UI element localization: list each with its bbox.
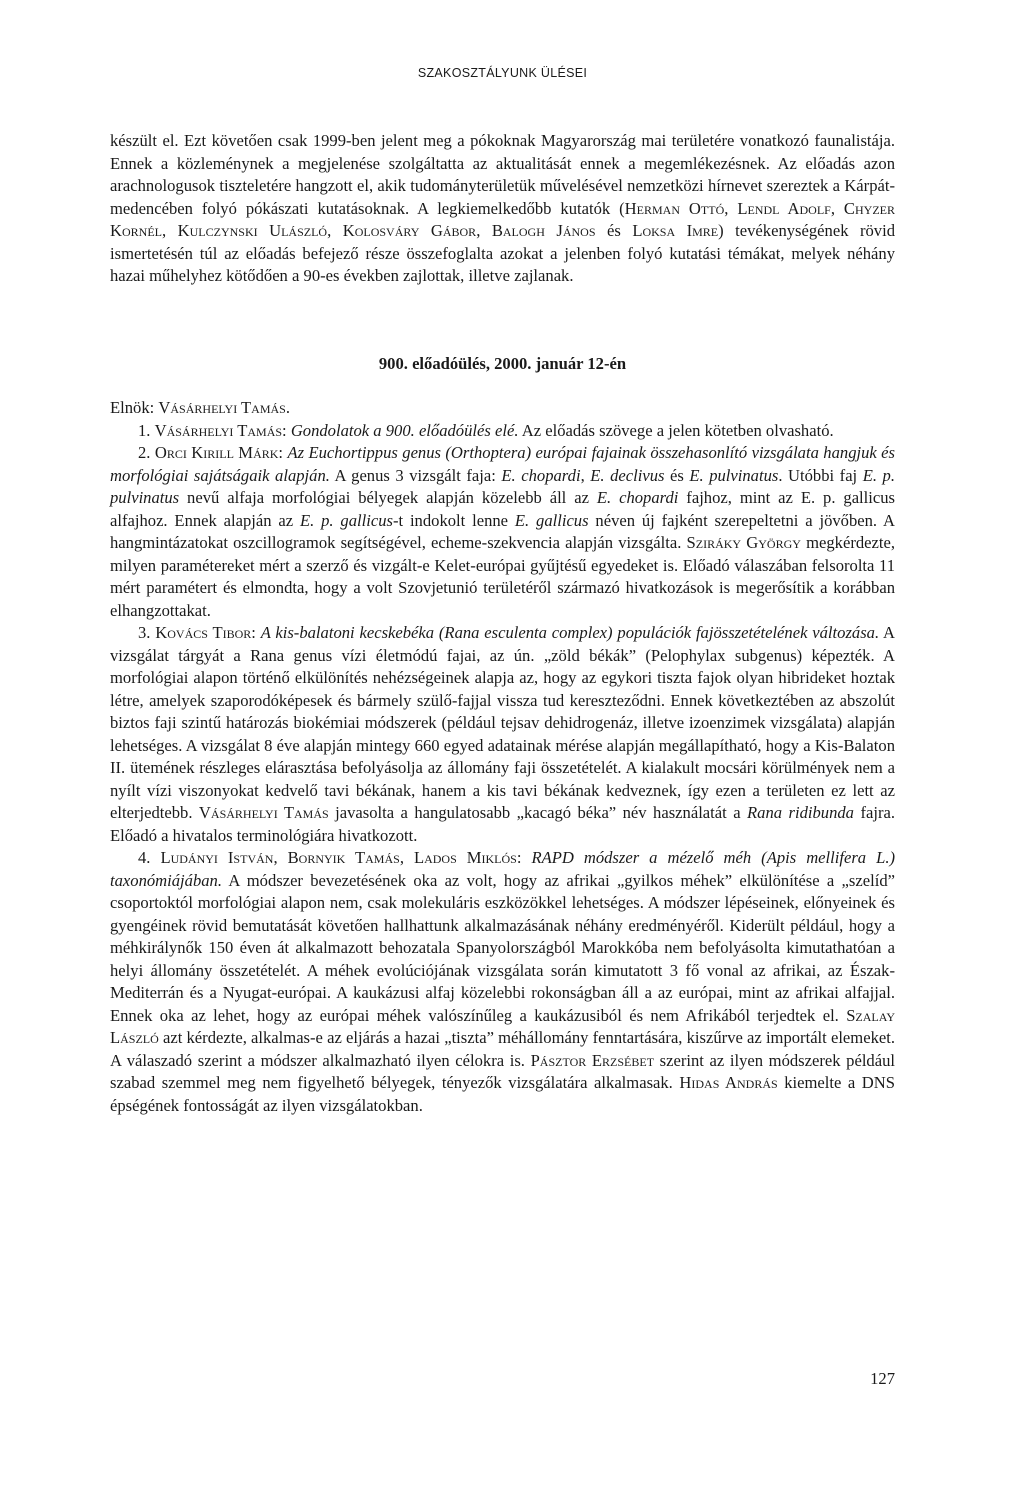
talk-author: Kovács Tibor — [155, 623, 252, 642]
talk-title: A kis-balatoni kecskebéka (Rana esculenta complex) populációk fajösszetételének változása. — [260, 623, 880, 642]
talk-3: 3. Kovács Tibor: A kis-balatoni kecskebéka (Rana esculenta complex) populációk fajösszetételének változása. A vizsgálat tárgyát a Rana genus vízi életmódú fajai, az ún. „zöld békák” (Pelophylax subgenus) képezték. A morfológiai alapon történő elkülönítés nehézségeinek alapja az, hogy az egykori tiszta fajok olyan hibrideket hoztak létre, amelyek szaporodóképesek és bármely szülő-fajjal vissza tud kereszteződni. Ennek következtében az abszolút biztos faji szintű határozás biokémiai módszerek (például tejsav dehidrogenáz, illetve izoenzimek vizsgálata) alapján lehetséges. A vizsgálat 8 éve alapján mintegy 660 egyed adatainak mérése alapján megállapítható, hogy a Kis-Balaton II. ütemének részleges elárasztása befolyásolja az állomány faji összetételét. A kialakult mocsári körülmények nem a nyílt vízi viszonyokat kedvelő tavi békának, hanem a kis tavi békának kedveznek, így ezen a területen ez lett az elterjedtebb. Vásárhelyi Tamás javasolta a hangulatosabb „kacagó béka” név használatát a Rana ridibunda fajra. Előadó a hivatalos terminológiára hivatkozott. — [110, 623, 895, 845]
talk-1: 1. Vásárhelyi Tamás: Gondolatok a 900. előadóülés elé. Az előadás szövege a jelen kötetben olvasható. — [138, 420, 834, 440]
talk-title: RAPD módszer a mézelő méh (Apis mellifera L.) taxonómiájában. — [110, 848, 896, 890]
species-name: E. p. pulvinatus — [110, 465, 895, 507]
person-name: Chyzer Kornél — [110, 198, 895, 240]
talk-title: Az Euchortippus genus (Orthoptera) európai fajainak összehasonlító vizsgálata hangjuk és morfológiai sajátságaik alapján. — [110, 443, 895, 485]
species-name: E. p. gallicus — [300, 510, 393, 530]
body-text — [110, 130, 895, 1117]
species-name: Rana ridibunda — [747, 803, 854, 822]
page-number: 127 — [870, 1369, 895, 1388]
species-name: E. gallicus — [514, 510, 589, 530]
person-name: Hidas András — [679, 1073, 778, 1092]
species-name: E. chopardi — [501, 465, 581, 485]
person-name: Vásárhelyi Tamás — [198, 803, 329, 822]
person-name: Szalay László — [110, 1005, 895, 1047]
talk-author: Ludányi István, Bornyik Tamás, Lados Miklós — [160, 848, 517, 867]
person-name: Herman Ottó — [624, 198, 725, 218]
person-name: Pásztor Erzsébet — [530, 1050, 655, 1070]
species-name: E. declivus — [590, 465, 665, 485]
session-title: 900. előadóülés, 2000. január 12-én — [378, 353, 627, 373]
person-name: Loksa Imre — [632, 221, 719, 240]
intro-paragraph: készült el. Ezt követően csak 1999-ben jelent meg a pókoknak Magyarország mai területére vonatkozó faunalistája. Ennek a közleménynek a megjelenése szolgáltatta az aktualitását ennek a megemlékezésnek. Az előadás azon arachnologusok tiszteletére hangzott el, akik tudományterületük művelésével nemzetközi hírnevet szereztek a Kárpát-medencében folyó pókászati kutatásoknak. A legkiemelkedőbb kutatók (Herman Ottó, Lendl Adolf, Chyzer Kornél, Kulczynski Ulászló, Kolosváry Gábor, Balogh János és Loksa Imre) tevékenységének rövid ismertetésén túl az előadás befejező része összefoglalta azokat a jelenben folyó kutatási témákat, melyek néhány hazai műhelyhez kötődően a 90-es években zajlottak, illetve zajlanak. — [110, 131, 896, 285]
species-name: E. pulvinatus — [689, 465, 779, 485]
species-name: E. chopardi — [596, 488, 679, 507]
person-name: Lendl Adolf — [737, 198, 831, 218]
running-header: SZAKOSZTÁLYUNK ÜLÉSEI — [417, 66, 588, 80]
person-name: Kulczynski Ulászló — [177, 221, 328, 240]
document-page — [110, 0, 895, 1499]
talk-2: 2. Orci Kirill Márk: Az Euchortippus genus (Orthoptera) európai fajainak összehasonlító vizsgálata hangjuk és morfológiai sajátságaik alapján. A genus 3 vizsgált faja: E. chopardi, E. declivus és E. pulvinatus. Utóbbi faj E. p. pulvinatus nevű alfaja morfológiai bélyegek alapján közelebb áll az E. chopardi fajhoz, mint az E. p. gallicus alfajhoz. Ennek alapján az E. p. gallicus-t indokolt lenne E. gallicus néven új fajként szerepeltetni a jövőben. A hangmintázatokat oszcillogramok segítségével, echeme-szekvencia alapján vizsgálta. Sziráky György megkérdezte, milyen paramétereket mért a szerző és vizgált-e Kelet-európai gyűjtésű egyedeket is. Előadó válaszában felsorolta 11 mért paramétert és elmondta, hogy a volt Szovjetunió területéről származó hivatkozások is megerősítik a korábban elhangzottakat. — [110, 443, 896, 620]
talk-4: 4. Ludányi István, Bornyik Tamás, Lados Miklós: RAPD módszer a mézelő méh (Apis mellifera L.) taxonómiájában. A módszer bevezetésének oka az volt, hogy az afrikai „gyilkos méhek” elkülönítése a „szelíd” csoportoktól morfológiai alapon nem, csak molekuláris eszközökkel lehetséges. A módszer lépéseinek, előnyeinek és gyengéinek rövid bemutatását követően hallhattunk alkalmazásának néhány eredményéről. Kiderült például, hogy a méhkirálynők 150 éven át alkalmazott behozatala Spanyolországból Marokkóba nem befolyásolta kimutathatóan a helyi állomány összetételét. A méhek evolúciójának vizsgálata során kimutatott 3 fő vonal az afrikai, az Észak-Mediterrán és a Nyugat-európai. A kaukázusi alfaj közelebbi rokonságban áll a az európai, mint az afrikai alfajjal. Ennek oka az lehet, hogy az európai méhek valószínűleg a kaukázusiból és nem Afrikából terjedtek el. Szalay László azt kérdezte, alkalmas-e az eljárás a hazai „tiszta” méhállomány fenntartására, kiszűrve az importált elemeket. A válaszadó szerint a módszer alkalmazható ilyen célokra is. Pásztor Erzsébet szerint az ilyen módszerek például szabad szemmel meg nem figyelhető bélyegek, tényezők vizsgálatára alkalmasak. Hidas András kiemelte a DNS épségének fontosságát az ilyen vizsgálatokban. — [110, 848, 896, 1115]
person-name: Sziráky György — [686, 533, 801, 552]
person-name: Kolosváry Gábor — [342, 221, 477, 240]
person-name: Balogh János — [491, 221, 596, 240]
session-chair: Elnök: Vásárhelyi Tamás. — [110, 398, 291, 417]
chair-name: Vásárhelyi Tamás — [158, 398, 286, 417]
talk-author: Orci Kirill Márk — [154, 443, 279, 462]
talk-title: Gondolatok a 900. előadóülés elé. — [290, 420, 519, 440]
talk-author: Vásárhelyi Tamás — [154, 420, 283, 440]
